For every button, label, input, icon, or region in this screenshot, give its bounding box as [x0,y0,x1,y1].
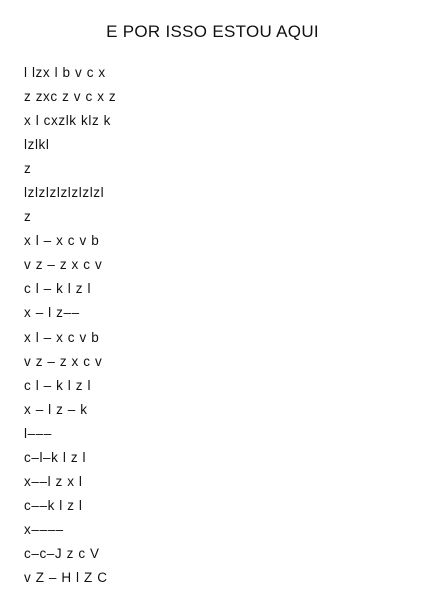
text-line: lzlzlzlzlzlzlzl [24,185,105,201]
text-line: c l – k l z l [24,377,92,393]
text-line: c–c–J z c V [24,545,100,561]
text-line: c––k l z l [24,497,83,513]
text-line: l––– [24,425,52,441]
text-line: x – l z – k [24,401,88,417]
text-lines [24,61,116,590]
text-line: v z – z x c v [24,353,103,369]
text-line: c l – k l z l [24,281,92,297]
text-line: z [24,161,32,177]
text-line: lzlkl [24,137,50,153]
text-line: z [24,209,32,225]
page-title: E POR ISSO ESTOU AQUI [106,22,319,41]
text-line: x l – x c v b [24,233,100,249]
text-line: x l – x c v b [24,329,100,345]
text-line: c–l–k l z l [24,449,87,465]
text-line: x l cxzlk klz k [24,113,112,129]
text-line: z zxc z v c x z [24,89,117,105]
text-line: x – l z–– [24,305,80,321]
text-line: x–––– [24,521,64,537]
text-line: x––l z x l [24,473,83,489]
text-line: l lzx l b v c x [24,65,106,80]
text-line: v z – z x c v [24,257,103,273]
text-line: v Z – H l Z C [24,569,108,585]
